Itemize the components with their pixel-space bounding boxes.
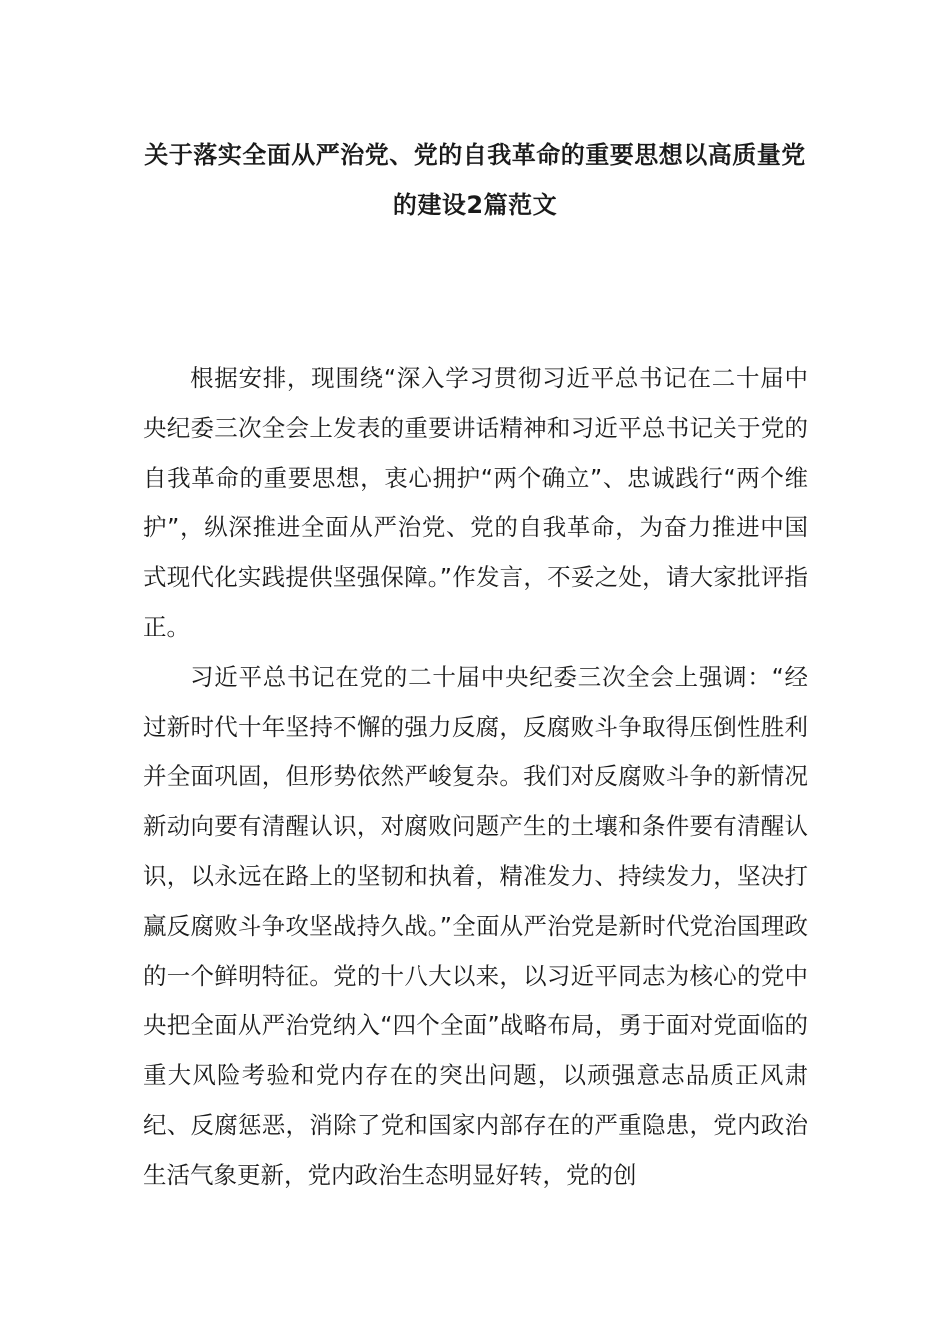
paragraph-2: 习近平总书记在党的二十届中央纪委三次全会上强调：“经过新时代十年坚持不懈的强力反腐，反腐败斗争取得压倒性胜利并全面巩固，但形势依然严峻复杂。我们对反腐败斗争的新情况新动向要有清醒认识，对腐败问题产生的土壤和条件要有清醒认识，以永远在路上的坚韧和执着，精准发力、持续发力，坚决打赢反腐败斗争攻坚战持久战。”全面从严治党是新时代党治国理政的一个鲜明特征。党的十八大以来，以习近平同志为核心的党中央把全面从严治党纳入“四个全面”战略布局，勇于面对党面临的重大风险考验和党内存在的突出问题，以顽强意志品质正风肃纪、反腐惩恶，消除了党和国家内部存在的严重隐患，党内政治生活气象更新，党内政治生态明显好转，党的创 (143, 662, 808, 1189)
document-title: 关于落实全面从严治党、党的自我革命的重要思想以高质量党的建设2篇范文 (144, 141, 806, 219)
document-body (143, 354, 808, 1201)
paragraph-1: 根据安排，现围绕“深入学习贯彻习近平总书记在二十届中央纪委三次全会上发表的重要讲话精神和习近平总书记关于党的自我革命的重要思想，衷心拥护“两个确立”、忠诚践行“两个维护”，纵深推进全面从严治党、党的自我革命，为奋力推进中国式现代化实践提供坚强保障。”作发言，不妥之处，请大家批评指正。 (143, 364, 808, 641)
